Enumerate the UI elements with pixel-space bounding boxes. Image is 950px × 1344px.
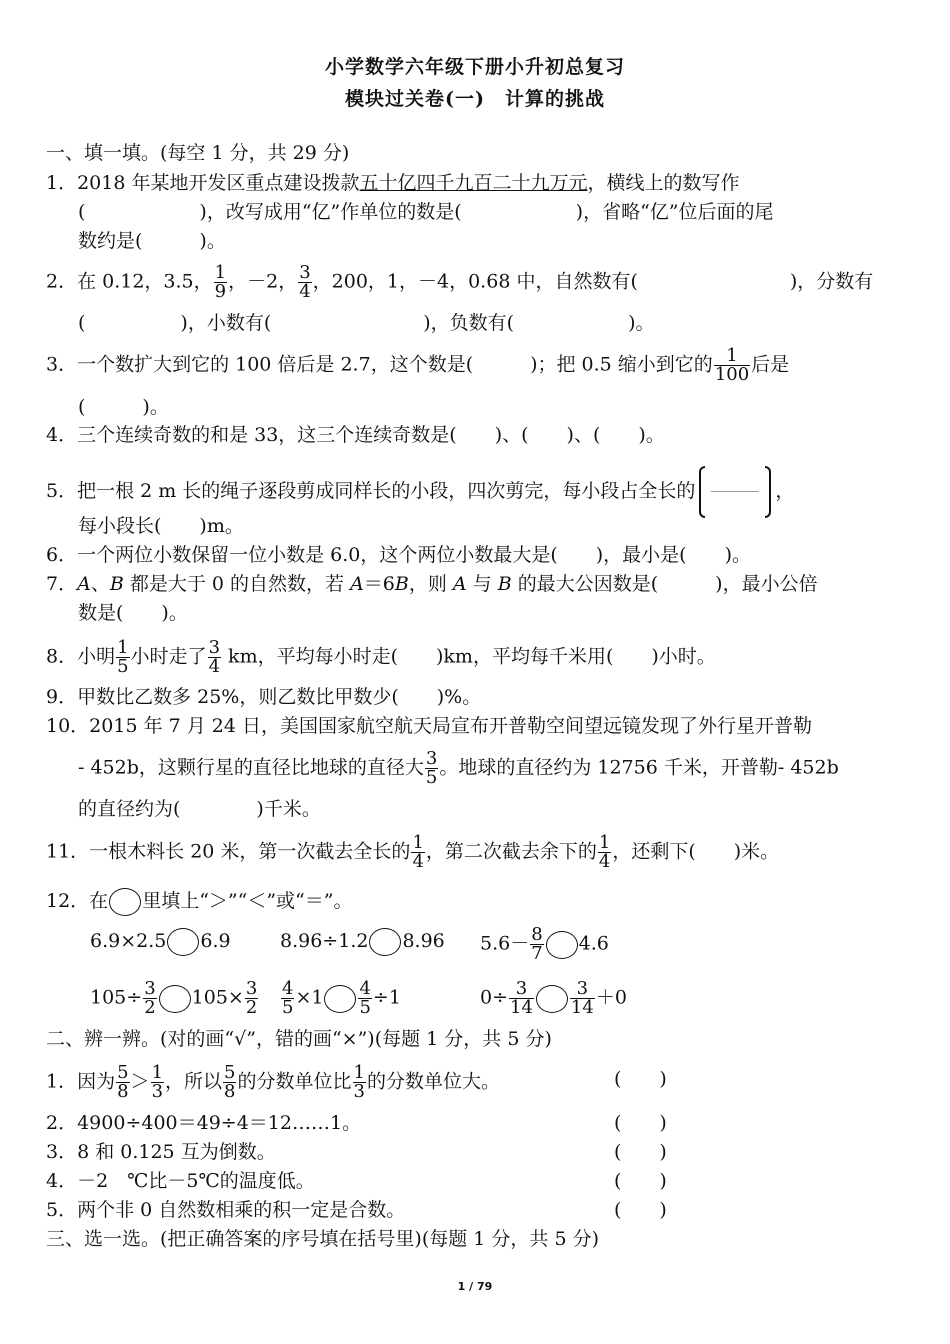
q9: 9．甲数比乙数多 25%，则乙数比甲数少( )%。 bbox=[46, 686, 482, 708]
q1-line1: 1．2018 年某地开发区重点建设拨款五十亿四千九百二十九万元，横线上的数写作 bbox=[46, 172, 740, 194]
q3-line1: 3．一个数扩大到它的 100 倍后是 2.7，这个数是( )；把 0.5 缩小到它的 $\frac{1}{100}$ 后是 bbox=[46, 345, 790, 385]
q12-item-6: 0÷ $\frac{3}{14}$ $\frac{3}{14}$ ＋0 bbox=[480, 978, 627, 1018]
fraction: $\frac{3}{4}$ bbox=[208, 637, 221, 677]
fraction: $\frac{1}{4}$ bbox=[412, 832, 424, 872]
compare-circle[interactable] bbox=[109, 888, 141, 916]
q12-line1: 12．在 里填上“＞”“＜”或“＝”。 bbox=[46, 886, 906, 916]
page-title: 小学数学六年级下册小升初总复习 bbox=[324, 56, 625, 78]
page-subtitle: 模块过关卷(一) 计算的挑战 bbox=[345, 88, 605, 110]
fraction: $\frac{3}{2}$ bbox=[245, 978, 258, 1018]
q7-line1: 7．A、B 都是大于 0 的自然数，若 A＝6B，则 A 与 B 的最大公因数是( )，最小公倍 bbox=[46, 573, 818, 595]
section2-heading: 二、辨一辨。(对的画“√”，错的画“×”)(每题 1 分，共 5 分) bbox=[46, 1028, 552, 1050]
section1-heading: 一、填一填。(每空 1 分，共 29 分) bbox=[46, 142, 350, 164]
q10-line1: 10．2015 年 7 月 24 日，美国国家航空航天局宣布开普勒空间望远镜发现了外行星开普勒 bbox=[46, 715, 812, 737]
fraction: $\frac{4}{5}$ bbox=[282, 978, 294, 1018]
q10-line3: 的直径约为( )千米。 bbox=[78, 798, 321, 820]
q4: 4．三个连续奇数的和是 33，这三个连续奇数是( )、( )、( )。 bbox=[46, 424, 665, 446]
fraction: $\frac{3}{5}$ bbox=[425, 748, 438, 788]
compare-circle[interactable] bbox=[536, 985, 568, 1013]
section3-heading: 三、选一选。(把正确答案的序号填在括号里)(每题 1 分，共 5 分) bbox=[46, 1228, 599, 1250]
fraction: $\frac{1}{100}$ bbox=[714, 345, 750, 385]
compare-circle[interactable] bbox=[167, 928, 199, 956]
page-number: 1 / 79 bbox=[457, 1280, 493, 1293]
answer-paren[interactable]: ( ) bbox=[614, 1068, 667, 1090]
fraction: $\frac{5}{8}$ bbox=[117, 1062, 129, 1102]
fraction: $\frac{8}{7}$ bbox=[531, 924, 543, 964]
q12-item-1: 6.9×2.5 6.9 bbox=[90, 926, 231, 956]
answer-paren[interactable]: ( ) bbox=[614, 1170, 667, 1192]
fraction: $\frac{3}{2}$ bbox=[144, 978, 156, 1018]
q3-line2: ( )。 bbox=[78, 396, 169, 418]
fraction: $\frac{3}{14}$ bbox=[510, 978, 533, 1018]
q8: 8．小明 $\frac{1}{5}$ 小时走了 $\frac{3}{4}$ km，平均每小时走( )km，平均每千米用( )小时。 bbox=[46, 637, 716, 677]
q5-line1: 5．把一根 2 m 长的绳子逐段剪成同样长的小段，四次剪完，每小段占全长的 ， bbox=[46, 466, 906, 518]
underlined-amount: 五十亿四千九百二十九万元 bbox=[359, 172, 588, 194]
answer-paren[interactable]: ( ) bbox=[614, 1199, 667, 1221]
compare-circle[interactable] bbox=[546, 931, 578, 959]
compare-circle[interactable] bbox=[369, 928, 401, 956]
answer-paren[interactable]: ( ) bbox=[614, 1112, 667, 1134]
fraction: $\frac{1}{4}$ bbox=[598, 832, 611, 872]
q10-line2: - 452b，这颗行星的直径比地球的直径大 $\frac{3}{5}$ 。地球的直径约为 12756 千米，开普勒- 452b bbox=[78, 748, 839, 788]
fraction: $\frac{4}{5}$ bbox=[359, 978, 371, 1018]
fraction: $\frac{3}{4}$ bbox=[299, 262, 311, 302]
q2-line1: 2．在 0.12，3.5， $\frac{1}{9}$ ，－2， $\frac{3}{4}$ ，200，1，－4，0.68 中，自然数有( )，分数有 bbox=[46, 262, 874, 302]
q12-item-4: 105÷ $\frac{3}{2}$ 105× $\frac{3}{2}$ bbox=[90, 978, 258, 1018]
q1-line3: 数约是( )。 bbox=[78, 230, 226, 252]
compare-circle[interactable] bbox=[159, 985, 191, 1013]
compare-circle[interactable] bbox=[324, 985, 356, 1013]
q6: 6．一个两位小数保留一位小数是 6.0，这个两位小数最大是( )，最小是( )。 bbox=[46, 544, 751, 566]
q7-line2: 数是( )。 bbox=[78, 602, 188, 624]
s2-q1: 1．因为 $\frac{5}{8}$ ＞ $\frac{1}{3}$ ，所以 $\frac{5}{8}$ 的分数单位比 $\frac{1}{3}$ 的分数单位大。 bbox=[46, 1062, 500, 1102]
s2-q3: 3．8 和 0.125 互为倒数。 bbox=[46, 1141, 276, 1163]
s2-q4: 4．－2 ℃比－5℃的温度低。 bbox=[46, 1170, 315, 1192]
q12-item-3: 5.6－ $\frac{8}{7}$ 4.6 bbox=[480, 924, 609, 964]
s2-q2: 2．4900÷400＝49÷4＝12……1。 bbox=[46, 1112, 362, 1134]
s2-q5: 5．两个非 0 自然数相乘的积一定是合数。 bbox=[46, 1199, 406, 1221]
fraction: $\frac{5}{8}$ bbox=[224, 1062, 236, 1102]
q11: 11．一根木料长 20 米，第一次截去全长的 $\frac{1}{4}$ ，第二次截去余下的 $\frac{1}{4}$ ，还剩下( )米。 bbox=[46, 832, 780, 872]
q2-line2: ( )，小数有( )，负数有( )。 bbox=[78, 312, 655, 334]
fraction: $\frac{1}{9}$ bbox=[214, 262, 227, 302]
q1-line2: ( )，改写成用“亿”作单位的数是( )，省略“亿”位后面的尾 bbox=[78, 201, 774, 223]
fraction: $\frac{3}{14}$ bbox=[570, 978, 594, 1018]
fraction: $\frac{1}{5}$ bbox=[117, 637, 129, 677]
fraction: $\frac{1}{3}$ bbox=[151, 1062, 164, 1102]
fraction: $\frac{1}{3}$ bbox=[353, 1062, 365, 1102]
q12-item-5: $\frac{4}{5}$ ×1 $\frac{4}{5}$ ÷1 bbox=[282, 978, 401, 1018]
q12-item-2: 8.96÷1.2 8.96 bbox=[280, 926, 445, 956]
answer-paren[interactable]: ( ) bbox=[614, 1141, 667, 1163]
q5-line2: 每小段长( )m。 bbox=[78, 515, 244, 537]
